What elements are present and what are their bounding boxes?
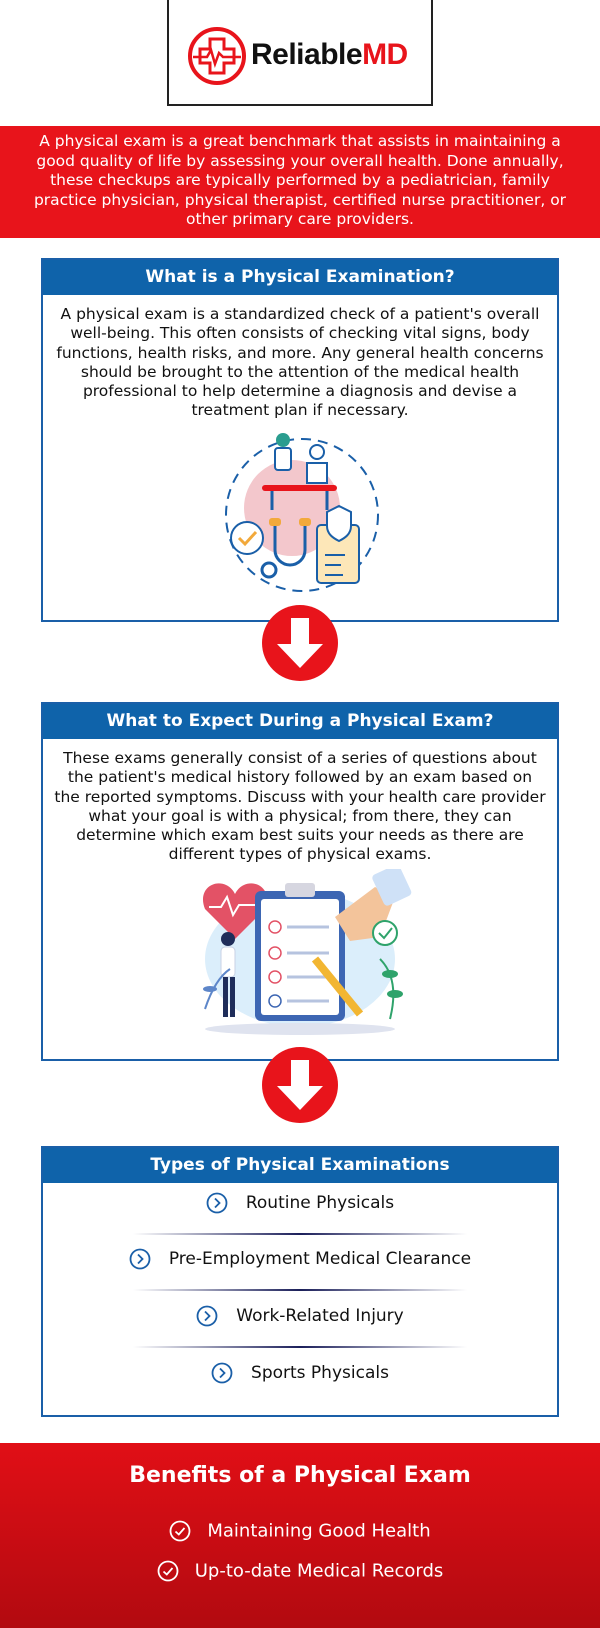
benefit-label: Maintaining Good Health (207, 1520, 431, 1542)
medical-cross-logo-icon (187, 26, 247, 86)
chevron-circle-icon (196, 1305, 218, 1327)
section-body: A physical exam is a standardized check of a patient's overall well-being. This often consists of checking vital signs, body functions, health risks, and more. Any general health concerns should be brought to the attention of the medical health professional to help determine a diagnosis and devise a treatment plan if necessary. (56, 305, 544, 420)
chevron-circle-icon (206, 1192, 228, 1214)
section-title: What is a Physical Examination? (43, 260, 557, 295)
list-item (43, 1239, 557, 1279)
type-label: Pre-Employment Medical Clearance (168, 1249, 472, 1269)
benefit-label: Up-to-date Medical Records (194, 1560, 444, 1582)
arrow-down-icon (261, 604, 339, 682)
check-circle-icon (169, 1520, 191, 1542)
type-label: Routine Physicals (245, 1193, 395, 1213)
list-item (43, 1296, 557, 1336)
section-title: Types of Physical Examinations (43, 1148, 557, 1183)
divider (133, 1346, 467, 1348)
chevron-circle-icon (129, 1248, 151, 1270)
benefit-item (0, 1520, 600, 1542)
brand-name-part1: Reliable (251, 38, 363, 71)
section-what-to-expect (41, 702, 559, 1061)
section-types-of-physicals (41, 1146, 559, 1417)
chevron-circle-icon (211, 1362, 233, 1384)
brand-name-part2: MD (362, 38, 408, 71)
benefits-title: Benefits of a Physical Exam (129, 1463, 471, 1488)
check-circle-icon (157, 1560, 179, 1582)
section-what-is-physical (41, 258, 559, 622)
logo (167, 0, 433, 106)
clipboard-checklist-illustration (185, 869, 415, 1039)
doctor-exam-illustration (217, 430, 387, 600)
benefits-section (0, 1443, 600, 1628)
divider (133, 1289, 467, 1291)
list-item (43, 1353, 557, 1393)
divider (133, 1233, 467, 1235)
list-item (43, 1183, 557, 1223)
type-label: Work-Related Injury (236, 1306, 404, 1326)
type-label: Sports Physicals (251, 1363, 389, 1383)
intro-banner (0, 126, 600, 238)
brand-name (251, 38, 408, 72)
benefit-item (0, 1560, 600, 1582)
section-title: What to Expect During a Physical Exam? (43, 704, 557, 739)
intro-text: A physical exam is a great benchmark that assists in maintaining a good quality of life by assessing your overall health. Done annually, these checkups are typically performed by a pediatrician, family practice physician, physical therapist, certified nurse practitioner, or other primary care providers. (33, 132, 567, 228)
section-body: These exams generally consist of a series of questions about the patient's medical history followed by an exam based on the reported symptoms. Discuss with your health care provider what your goal is with a physical; from there, they can determine which exam best suits your needs as there are different types of physical exams. (54, 749, 546, 864)
arrow-down-icon (261, 1046, 339, 1124)
